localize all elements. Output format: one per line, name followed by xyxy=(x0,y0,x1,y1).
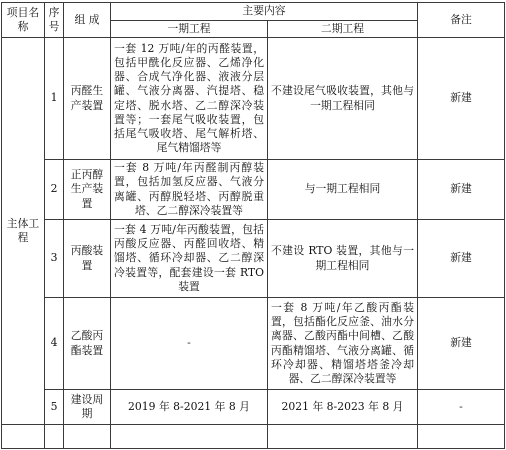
row-component: 建设周期 xyxy=(64,390,111,425)
group-label xyxy=(2,38,45,425)
table-row xyxy=(2,38,505,160)
row-phase1: 一套 12 万吨/年的丙醛装置，包括甲酰化反应器、乙烯净化器、合成气净化器、液液分层罐、气液分离器、汽提塔、稳定塔、脱水塔、乙二醇深冷装置等；一套尾气吸收装置，包括尾气吸收塔、尾气解析塔、尾气精馏塔等 xyxy=(111,38,268,160)
row-no: 3 xyxy=(45,220,64,298)
row-remark: 新建 xyxy=(418,160,505,220)
header-phase1: 一期工程 xyxy=(111,21,268,38)
row-component: 乙酸丙酯装置 xyxy=(64,298,111,390)
row-phase2: 一套 8 万吨/年乙酸丙酯装置，包括酯化反应釜、油水分离器、乙酸丙酯中间槽、乙酸丙酯精馏塔、气液分离罐、循环冷却器、精馏塔塔釜冷却器、乙二醇深冷装置等 xyxy=(268,298,418,390)
row-phase2: 与一期工程相同 xyxy=(268,160,418,220)
table-row xyxy=(2,390,505,425)
row-component: 丙酸装置 xyxy=(64,220,111,298)
table-row xyxy=(2,298,505,390)
group-label-text: 主体工程 xyxy=(6,216,40,244)
row-phase1: 2019 年 8-2021 年 8 月 xyxy=(111,390,268,425)
row-component: 丙醛生产装置 xyxy=(64,38,111,160)
row-no: 4 xyxy=(45,298,64,390)
table-row xyxy=(2,160,505,220)
empty-cell xyxy=(418,425,505,449)
row-remark: 新建 xyxy=(418,38,505,160)
header-phase2: 二期工程 xyxy=(268,21,418,38)
table-row-trailing xyxy=(2,425,505,449)
engineering-table xyxy=(1,2,505,449)
empty-cell xyxy=(2,425,45,449)
row-phase2: 不建设 RTO 装置，其他与一期工程相同 xyxy=(268,220,418,298)
row-remark: 新建 xyxy=(418,220,505,298)
empty-cell xyxy=(268,425,418,449)
row-phase2: 不建设尾气吸收装置，其他与一期工程相同 xyxy=(268,38,418,160)
empty-cell xyxy=(64,425,111,449)
header-row-top xyxy=(2,3,505,21)
empty-cell xyxy=(111,425,268,449)
header-seq-no: 序号 xyxy=(45,3,64,38)
row-phase1: 一套 4 万吨/年丙酸装置，包括丙酸反应器、丙醛回收塔、精馏塔、循环冷却器、乙二醇深冷装置等，配套建设一套 RTO 装置 xyxy=(111,220,268,298)
header-main-content: 主要内容 xyxy=(111,3,418,21)
empty-cell xyxy=(45,425,64,449)
row-no: 1 xyxy=(45,38,64,160)
row-phase2: 2021 年 8-2023 年 8 月 xyxy=(268,390,418,425)
header-remarks: 备注 xyxy=(418,3,505,38)
header-item-name: 项目名称 xyxy=(2,3,45,38)
row-phase1: - xyxy=(111,298,268,390)
header-composition: 组 成 xyxy=(64,3,111,38)
row-component: 正丙醇生产装置 xyxy=(64,160,111,220)
row-no: 5 xyxy=(45,390,64,425)
row-no: 2 xyxy=(45,160,64,220)
row-remark: - xyxy=(418,390,505,425)
row-phase1: 一套 8 万吨/年丙醛制丙醇装置，包括加氢反应器、气液分离罐、丙醇脱轻塔、丙醇脱重塔、乙二醇深冷装置等 xyxy=(111,160,268,220)
row-remark: 新建 xyxy=(418,298,505,390)
table-row xyxy=(2,220,505,298)
